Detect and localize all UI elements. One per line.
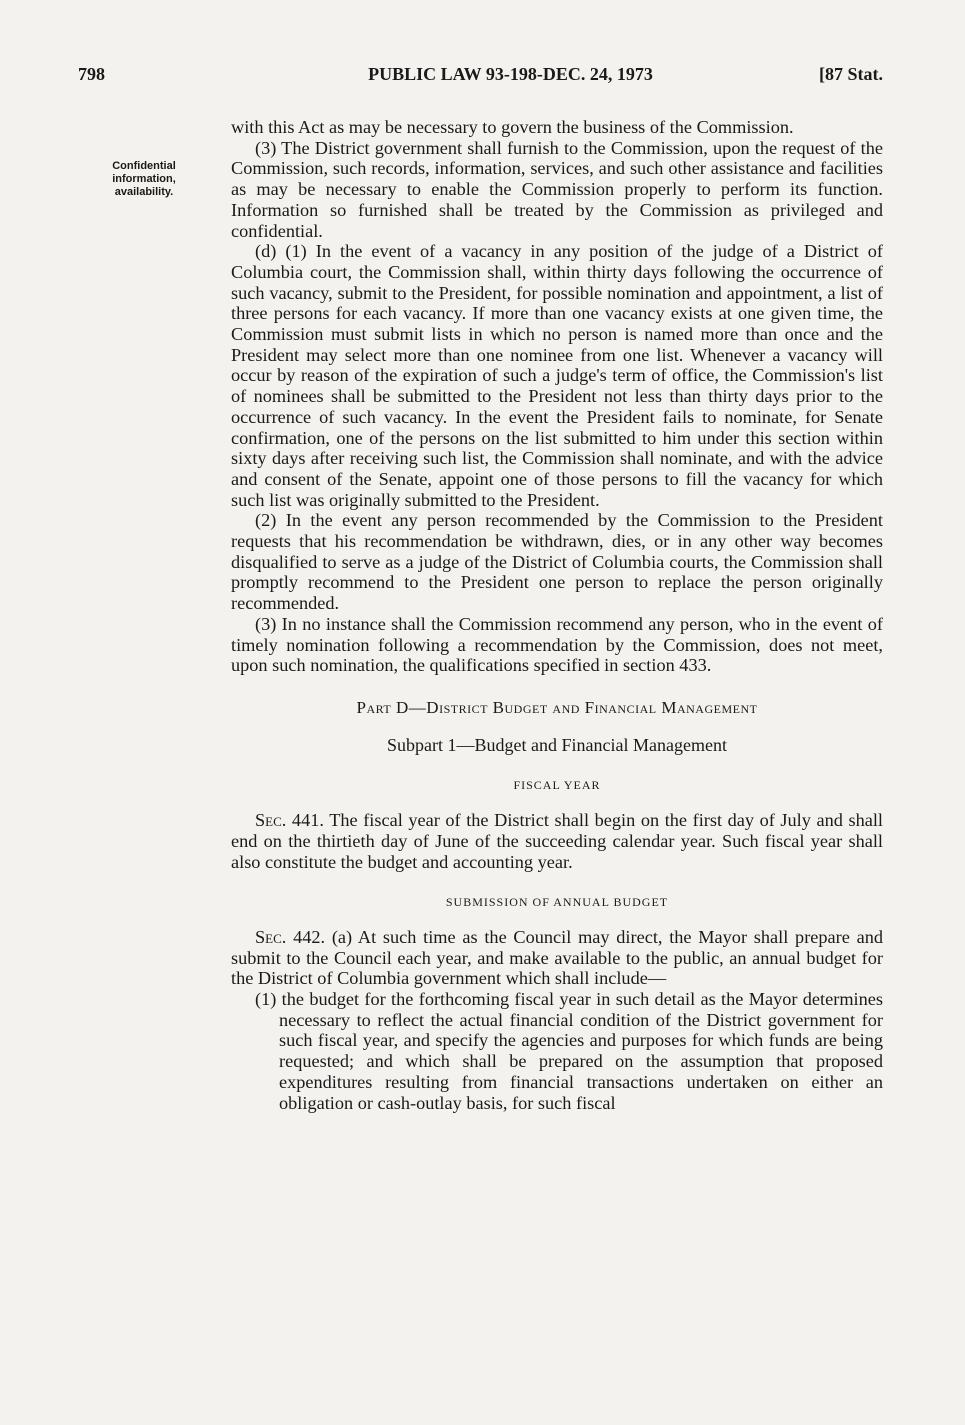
statute-reference: [87 Stat. (819, 64, 883, 84)
margin-note-confidential: Confidential information, availability. (112, 160, 176, 198)
section-442-item-1: (1) the budget for the forthcoming fiscal year in such detail as the Mayor determines necessary to reflect the actual financial condition of the District government for such fiscal year, and specify the agencies and purposes for which funds are being requested; and which shall be prepared on the assumption that proposed expenditures resulting from financial transactions undertaken on either an obligation or cash-outlay basis, for such fiscal (255, 989, 883, 1113)
section-442-text (231, 927, 883, 989)
paragraph-c3: (3) The District government shall furnish to the Commission, upon the request of the Commission, such records, information, services, and such other assistance and facilities as may be necessary to enable the Commission properly to perform its function. Information so furnished shall be treated by the Commission as privileged and confidential. (231, 137, 883, 241)
section-441-text (231, 810, 883, 872)
document-body (231, 117, 883, 1113)
paragraph-d2: (2) In the event any person recommended by the Commission to the President requests that his recommendation be withdrawn, dies, or in any other way becomes disqualified to serve as a judge of the District of Columbia courts, the Commission shall promptly recommend to the President one person to replace the person originally recommended. (231, 510, 883, 614)
paragraph-continuation: with this Act as may be necessary to govern the business of the Commission. (231, 117, 794, 137)
section-441-heading: FISCAL YEAR (513, 778, 601, 793)
section-441-body: The fiscal year of the District shall begin on the first day of July and shall end on the thirtieth day of June of the succeeding calendar year. Such fiscal year shall also constitute the budget and accounting year. (231, 810, 883, 872)
section-441-label: Sec. 441. (255, 810, 324, 831)
page-header (78, 64, 883, 92)
paragraph-d3: (3) In no instance shall the Commission recommend any person, who in the event of timely nomination following a recommendation by the Commission, does not meet, upon such nomination, the qualifications specified in section 433. (231, 613, 883, 676)
page-number: 798 (78, 64, 105, 84)
section-442-heading: SUBMISSION OF ANNUAL BUDGET (445, 895, 669, 910)
section-442-body: (a) At such time as the Council may direct, the Mayor shall prepare and submit to the Council each year, and make available to the public, an annual budget for the District of Columbia government which shall include— (231, 926, 883, 989)
paragraph-d1: (d) (1) In the event of a vacancy in any position of the judge of a District of Columbia court, the Commission shall, within thirty days following the occurrence of such vacancy, submit to the President, for possible nomination and appointment, a list of three persons for each vacancy. If more than one vacancy exists at one given time, the Commission must submit lists in which no person is named more than once and the President may select more than one nominee from one list. Whenever a vacancy will occur by reason of the expiration of such a judge's term of office, the Commission's list of nominees shall be submitted to the President not less than thirty days prior to the occurrence of such vacancy. In the event the President fails to nominate, for Senate confirmation, one of the persons on the list submitted to him under this section within sixty days after receiving such list, the Commission shall nominate, and with the advice and consent of the Senate, appoint one of those persons to fill the vacancy for which such list was originally submitted to the President. (231, 241, 883, 510)
part-heading: Part D—District Budget and Financial Management (356, 697, 758, 717)
page-title: PUBLIC LAW 93-198-DEC. 24, 1973 (368, 64, 653, 84)
subpart-heading: Subpart 1—Budget and Financial Management (387, 734, 727, 755)
section-442-label: Sec. 442. (255, 926, 326, 947)
